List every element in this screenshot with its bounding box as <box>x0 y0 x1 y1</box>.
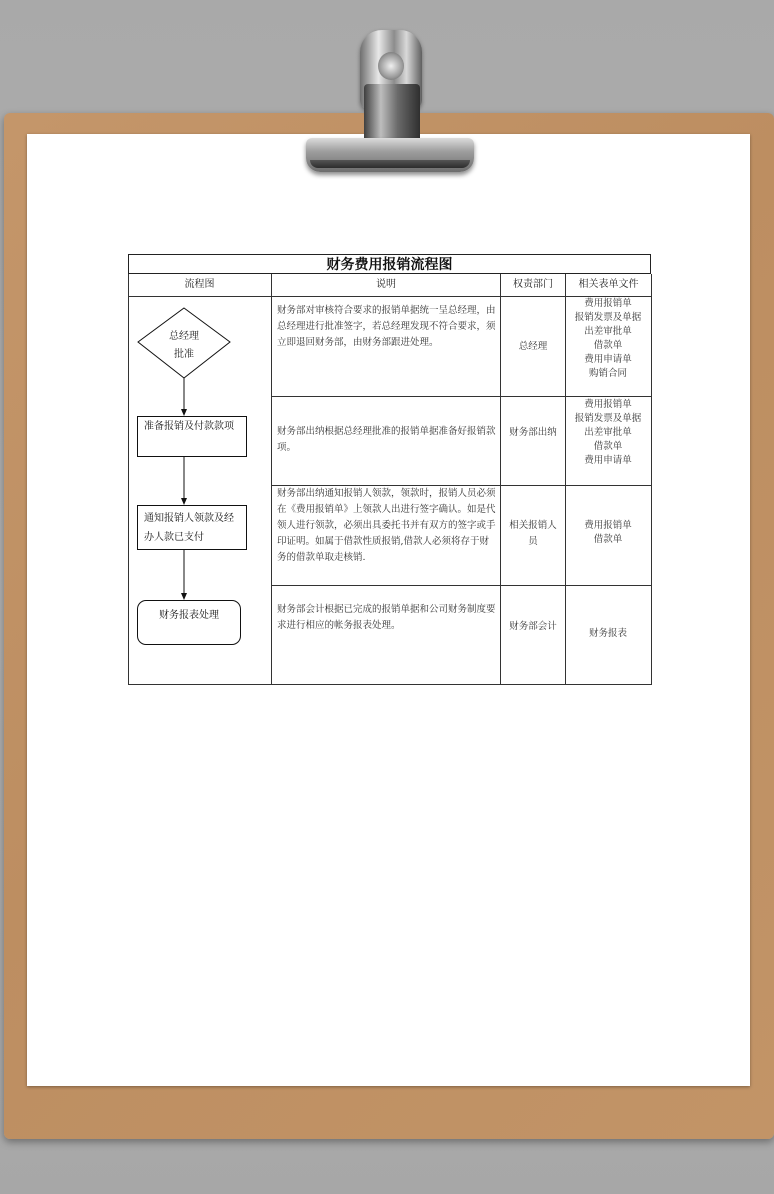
row3-forms <box>569 519 647 547</box>
document-title: 财务费用报销流程图 <box>128 254 651 274</box>
row2-form: 借款单 <box>593 441 623 452</box>
row2-description: 财务部出纳根据总经理批准的报销单据准备好报销款项。 <box>277 426 496 453</box>
clip-body <box>364 84 420 142</box>
row-divider-1 <box>271 396 652 397</box>
row4-department: 财务部会计 <box>509 621 557 632</box>
clip-hole <box>378 52 404 80</box>
row1-forms <box>569 297 647 381</box>
col-divider-3 <box>565 274 566 685</box>
header-department: 权责部门 <box>513 279 553 290</box>
header-description: 说明 <box>376 279 396 290</box>
header-flowchart: 流程图 <box>184 279 215 290</box>
row1-form: 报销发票及单据 <box>574 312 642 323</box>
row1-form: 费用报销单 <box>584 298 632 309</box>
row-divider-3 <box>271 585 652 586</box>
row2-form: 报销发票及单据 <box>574 413 642 424</box>
row1-form: 购销合同 <box>588 368 627 379</box>
row3-form: 费用报销单 <box>584 520 632 531</box>
step-prepare-payment: 准备报销及付款款项 <box>137 416 247 457</box>
row3-form: 借款单 <box>593 534 623 545</box>
row1-form: 借款单 <box>593 340 623 351</box>
row1-form: 费用申请单 <box>584 354 632 365</box>
decision-approve-line2: 批准 <box>174 349 194 360</box>
table-border-right <box>651 274 652 685</box>
row4-description: 财务部会计根据已完成的报销单据和公司财务制度要求进行相应的帐务报表处理。 <box>277 604 496 631</box>
row1-description: 财务部对审核符合要求的报销单据统一呈总经理，由总经理进行批准签字，若总经理发现不符合要求，须立即退回财务部，由财务部跟进处理。 <box>277 305 496 348</box>
header-forms: 相关表单文件 <box>578 279 639 290</box>
row3-department: 相关报销人员 <box>509 520 557 547</box>
col-divider-2 <box>500 274 501 685</box>
row2-department: 财务部出纳 <box>509 427 557 438</box>
decision-approve-line1: 总经理 <box>169 331 199 342</box>
row4-form: 财务报表 <box>588 628 627 639</box>
row4-forms <box>569 627 647 641</box>
step-notify-claimant: 通知报销人领款及经办人款已支付 <box>137 505 247 550</box>
col-divider-1 <box>271 274 272 685</box>
row2-forms <box>569 398 647 468</box>
row1-department: 总经理 <box>518 341 548 352</box>
row3-description: 财务部出纳通知报销人领款，领款时，报销人员必须在《费用报销单》上领款人出进行签字确认。如是代领人进行领款，必须出具委托书并有双方的签字或手印证明。如属于借款性质报销,借款人必须将存于财务的借款单取走核销. <box>277 488 496 563</box>
clip-base-edge <box>310 160 470 168</box>
row2-form: 费用申请单 <box>584 455 632 466</box>
table-border-bottom <box>128 684 652 685</box>
row1-form: 出差审批单 <box>584 326 632 337</box>
row2-form: 出差审批单 <box>584 427 632 438</box>
step-financial-report: 财务报表处理 <box>137 600 241 645</box>
row2-form: 费用报销单 <box>584 399 632 410</box>
